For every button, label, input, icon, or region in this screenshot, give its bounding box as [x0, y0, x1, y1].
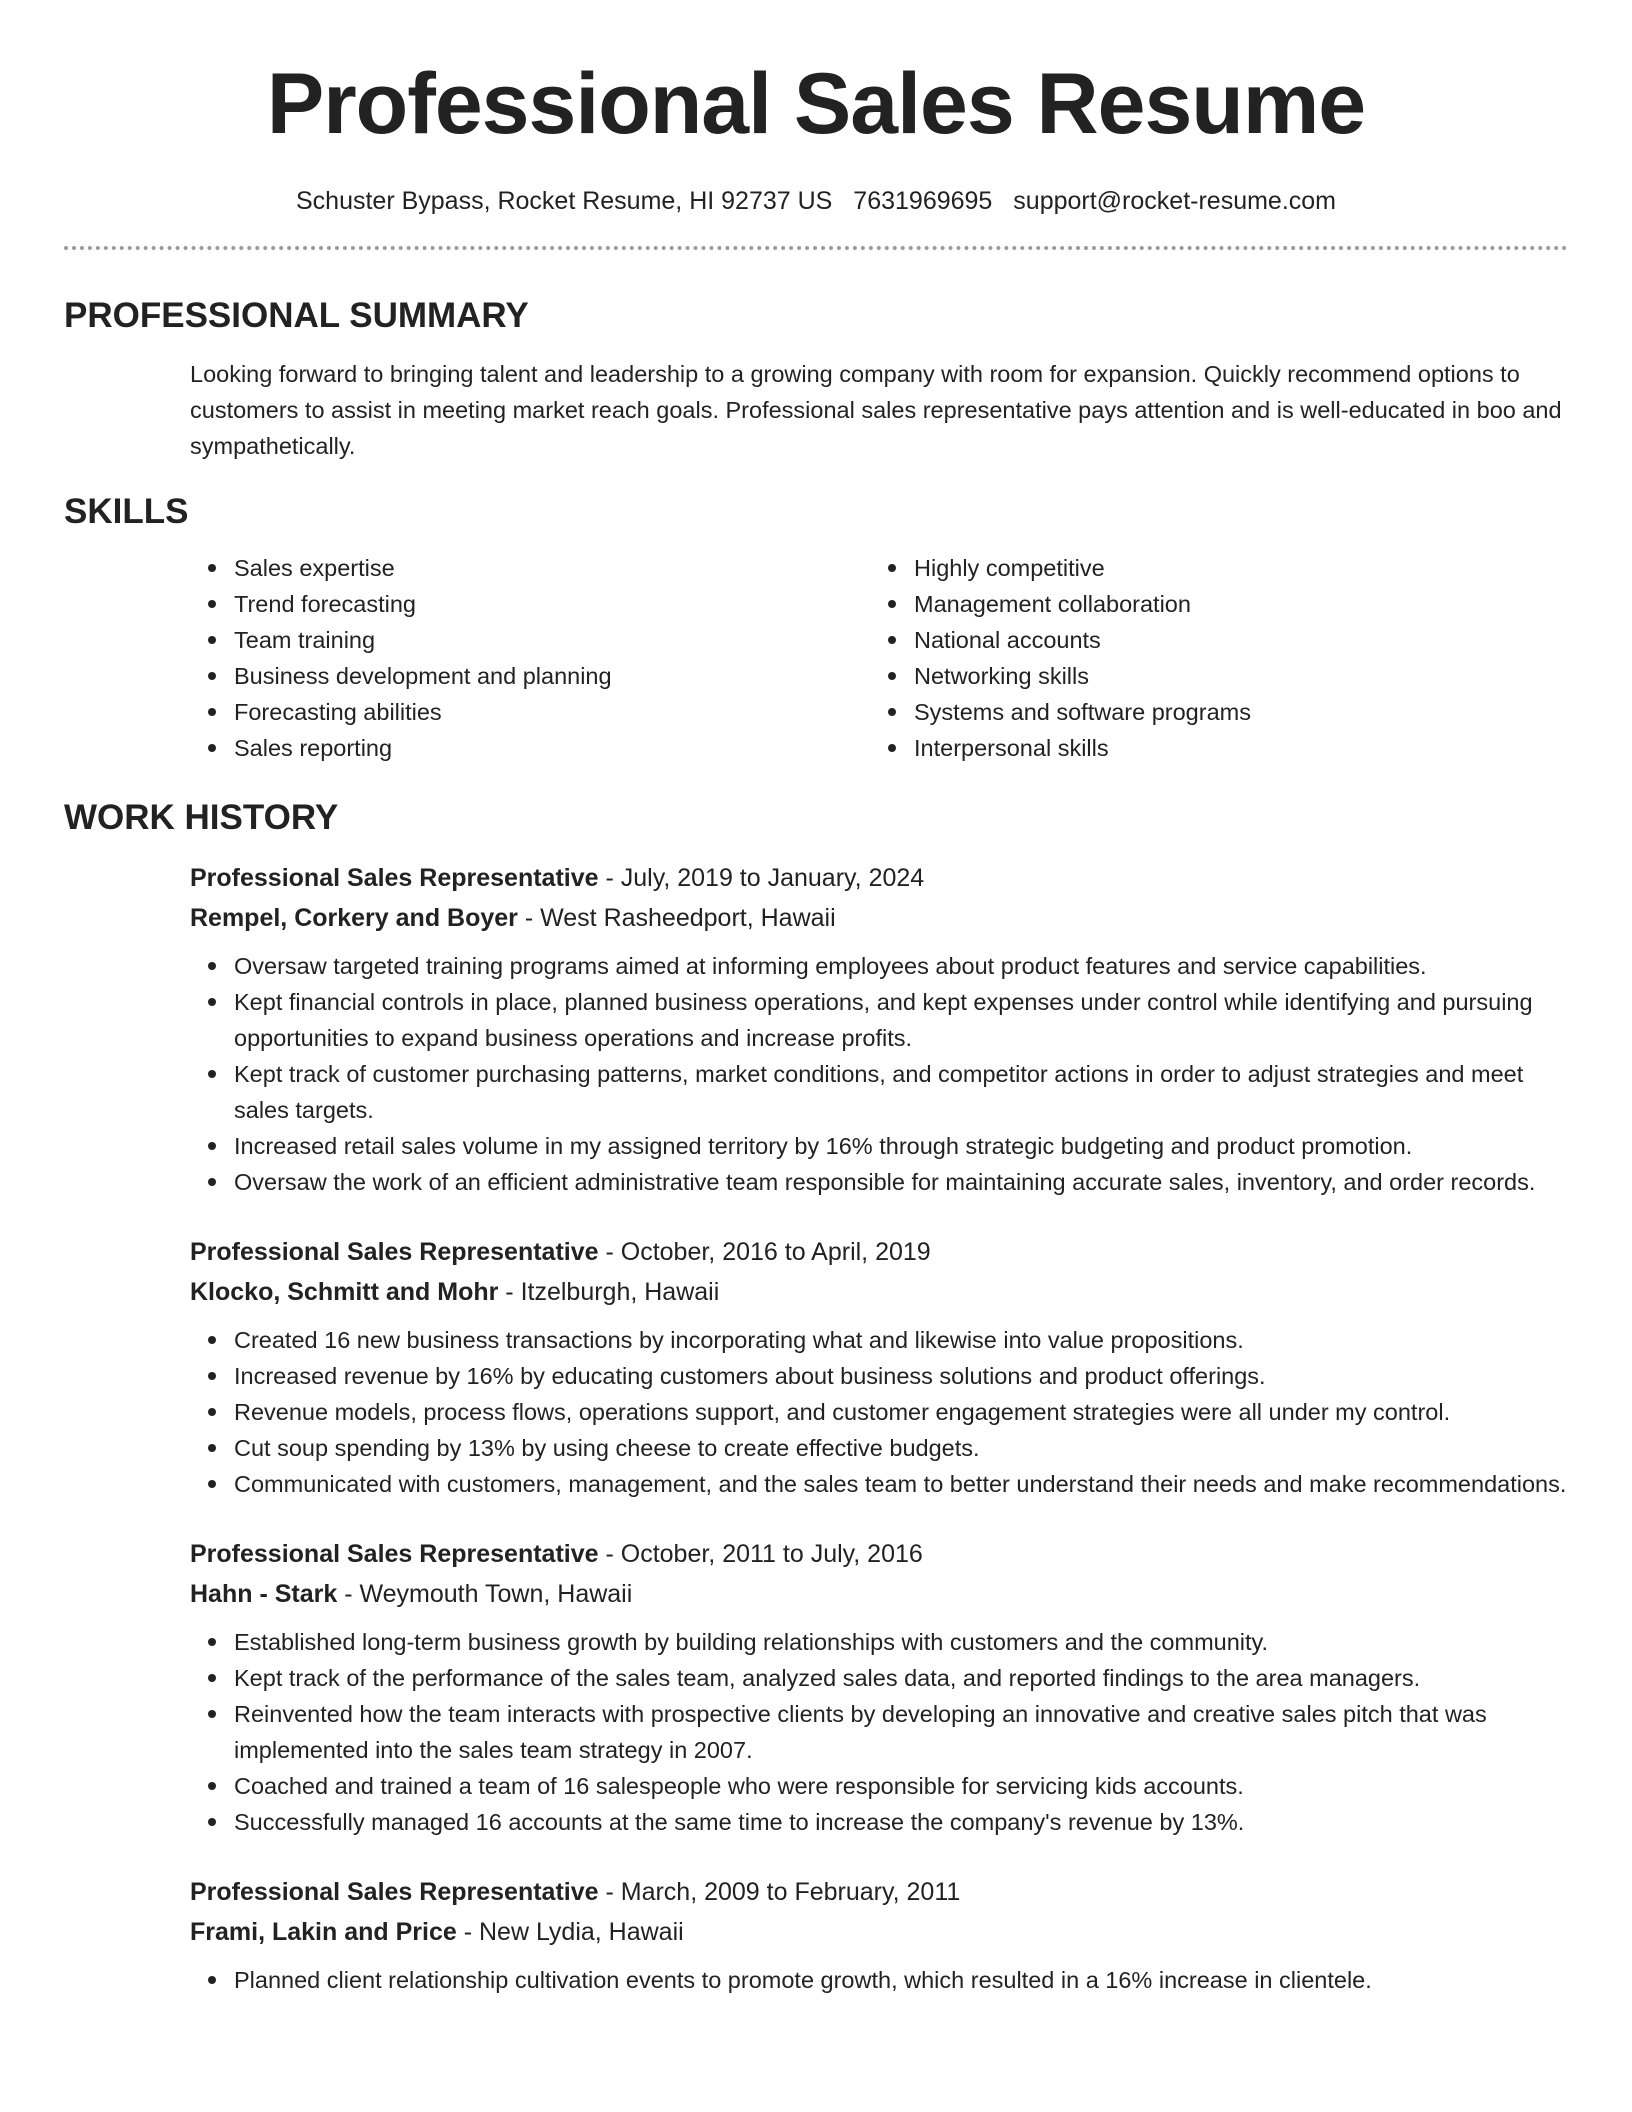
job-company: Frami, Lakin and Price [190, 1918, 457, 1946]
job-bullets [190, 1322, 1568, 1502]
job-bullet: Established long-term business growth by building relationships with customers and the community. [234, 1624, 1568, 1660]
skill-item: Systems and software programs [914, 694, 1550, 730]
skill-item: Networking skills [914, 658, 1550, 694]
skill-item: National accounts [914, 622, 1550, 658]
resume-title: Professional Sales Resume [266, 56, 1366, 152]
skill-item: Interpersonal skills [914, 730, 1550, 766]
job-title: Professional Sales Representative [190, 1878, 599, 1906]
job-bullet: Created 16 new business transactions by incorporating what and likewise into value propositions. [234, 1322, 1568, 1358]
job-entry [190, 1872, 1568, 1998]
skills-section [64, 490, 1568, 766]
job-entry [190, 1232, 1568, 1502]
job-location: - West Rasheedport, Hawaii [517, 904, 836, 932]
job-bullet: Cut soup spending by 13% by using cheese to create effective budgets. [234, 1430, 1568, 1466]
header-divider [64, 246, 1568, 250]
job-dates: - October, 2011 to July, 2016 [598, 1540, 923, 1568]
job-company: Rempel, Corkery and Boyer [190, 904, 518, 932]
job-title: Professional Sales Representative [190, 1238, 599, 1266]
resume-page [64, 0, 1568, 1998]
work-history-heading: WORK HISTORY [64, 798, 339, 837]
job-bullet: Oversaw targeted training programs aimed at informing employees about product features and service capabilities. [234, 948, 1568, 984]
job-bullet: Increased retail sales volume in my assigned territory by 16% through strategic budgeting and product promotion. [234, 1128, 1568, 1164]
skill-item: Team training [234, 622, 870, 658]
skills-grid [190, 550, 1568, 766]
skills-list-left [190, 550, 870, 766]
job-bullet: Planned client relationship cultivation events to promote growth, which resulted in a 16% increase in clientele. [234, 1962, 1568, 1998]
skill-item: Trend forecasting [234, 586, 870, 622]
skills-heading: SKILLS [64, 492, 189, 531]
job-bullet: Oversaw the work of an efficient administrative team responsible for maintaining accurate sales, inventory, and order records. [234, 1164, 1568, 1200]
job-dates: - October, 2016 to April, 2019 [598, 1238, 931, 1266]
job-bullets [190, 1624, 1568, 1840]
skill-item: Business development and planning [234, 658, 870, 694]
job-company-line [190, 1574, 1568, 1614]
skill-item: Sales expertise [234, 550, 870, 586]
job-bullet: Reinvented how the team interacts with prospective clients by developing an innovative and creative sales pitch that was implemented into the sales team strategy in 2007. [234, 1696, 1568, 1768]
skills-list-right [870, 550, 1550, 766]
job-title: Professional Sales Representative [190, 864, 599, 892]
job-company: Klocko, Schmitt and Mohr [190, 1278, 499, 1306]
contact-phone: 7631969695 [853, 187, 993, 215]
skill-item: Management collaboration [914, 586, 1550, 622]
skill-item: Sales reporting [234, 730, 870, 766]
job-title-line [190, 858, 1568, 898]
job-company-line [190, 1272, 1568, 1312]
job-bullet: Successfully managed 16 accounts at the same time to increase the company's revenue by 13%. [234, 1804, 1568, 1840]
job-bullet: Kept track of customer purchasing patterns, market conditions, and competitor actions in order to adjust strategies and meet sales targets. [234, 1056, 1568, 1128]
job-bullet: Revenue models, process flows, operations support, and customer engagement strategies were all under my control. [234, 1394, 1568, 1430]
job-dates: - July, 2019 to January, 2024 [598, 864, 925, 892]
job-location: - New Lydia, Hawaii [456, 1918, 684, 1946]
job-location: - Itzelburgh, Hawaii [498, 1278, 720, 1306]
job-bullet: Coached and trained a team of 16 salespeople who were responsible for servicing kids accounts. [234, 1768, 1568, 1804]
contact-address: Schuster Bypass, Rocket Resume, HI 92737 US [295, 187, 833, 215]
contact-line [64, 184, 1568, 218]
job-bullet: Communicated with customers, management, and the sales team to better understand their needs and make recommendations. [234, 1466, 1568, 1502]
job-company: Hahn - Stark [190, 1580, 338, 1608]
job-bullet: Kept track of the performance of the sales team, analyzed sales data, and reported findings to the area managers. [234, 1660, 1568, 1696]
job-title-line [190, 1534, 1568, 1574]
job-entry [190, 1534, 1568, 1840]
job-entry [190, 858, 1568, 1200]
skill-item: Highly competitive [914, 550, 1550, 586]
contact-email: support@rocket-resume.com [1013, 187, 1337, 215]
job-title-line [190, 1232, 1568, 1272]
job-title: Professional Sales Representative [190, 1540, 599, 1568]
work-history-section [64, 796, 1568, 1998]
job-title-line [190, 1872, 1568, 1912]
job-bullet: Increased revenue by 16% by educating customers about business solutions and product offerings. [234, 1358, 1568, 1394]
job-bullets [190, 1962, 1568, 1998]
job-location: - Weymouth Town, Hawaii [337, 1580, 633, 1608]
summary-section [64, 294, 1568, 464]
job-company-line [190, 1912, 1568, 1952]
summary-heading: PROFESSIONAL SUMMARY [64, 296, 529, 335]
job-bullet: Kept financial controls in place, planned business operations, and kept expenses under control while identifying and pursuing opportunities to expand business operations and increase profits. [234, 984, 1568, 1056]
job-company-line [190, 898, 1568, 938]
job-dates: - March, 2009 to February, 2011 [598, 1878, 961, 1906]
summary-text: Looking forward to bringing talent and leadership to a growing company with room for expansion. Quickly recommend options to customers to assist in meeting market reach goals. Professional sales representative pays attention and is well-educated in boo and sympathetically. [190, 361, 1562, 459]
job-bullets [190, 948, 1568, 1200]
skill-item: Forecasting abilities [234, 694, 870, 730]
